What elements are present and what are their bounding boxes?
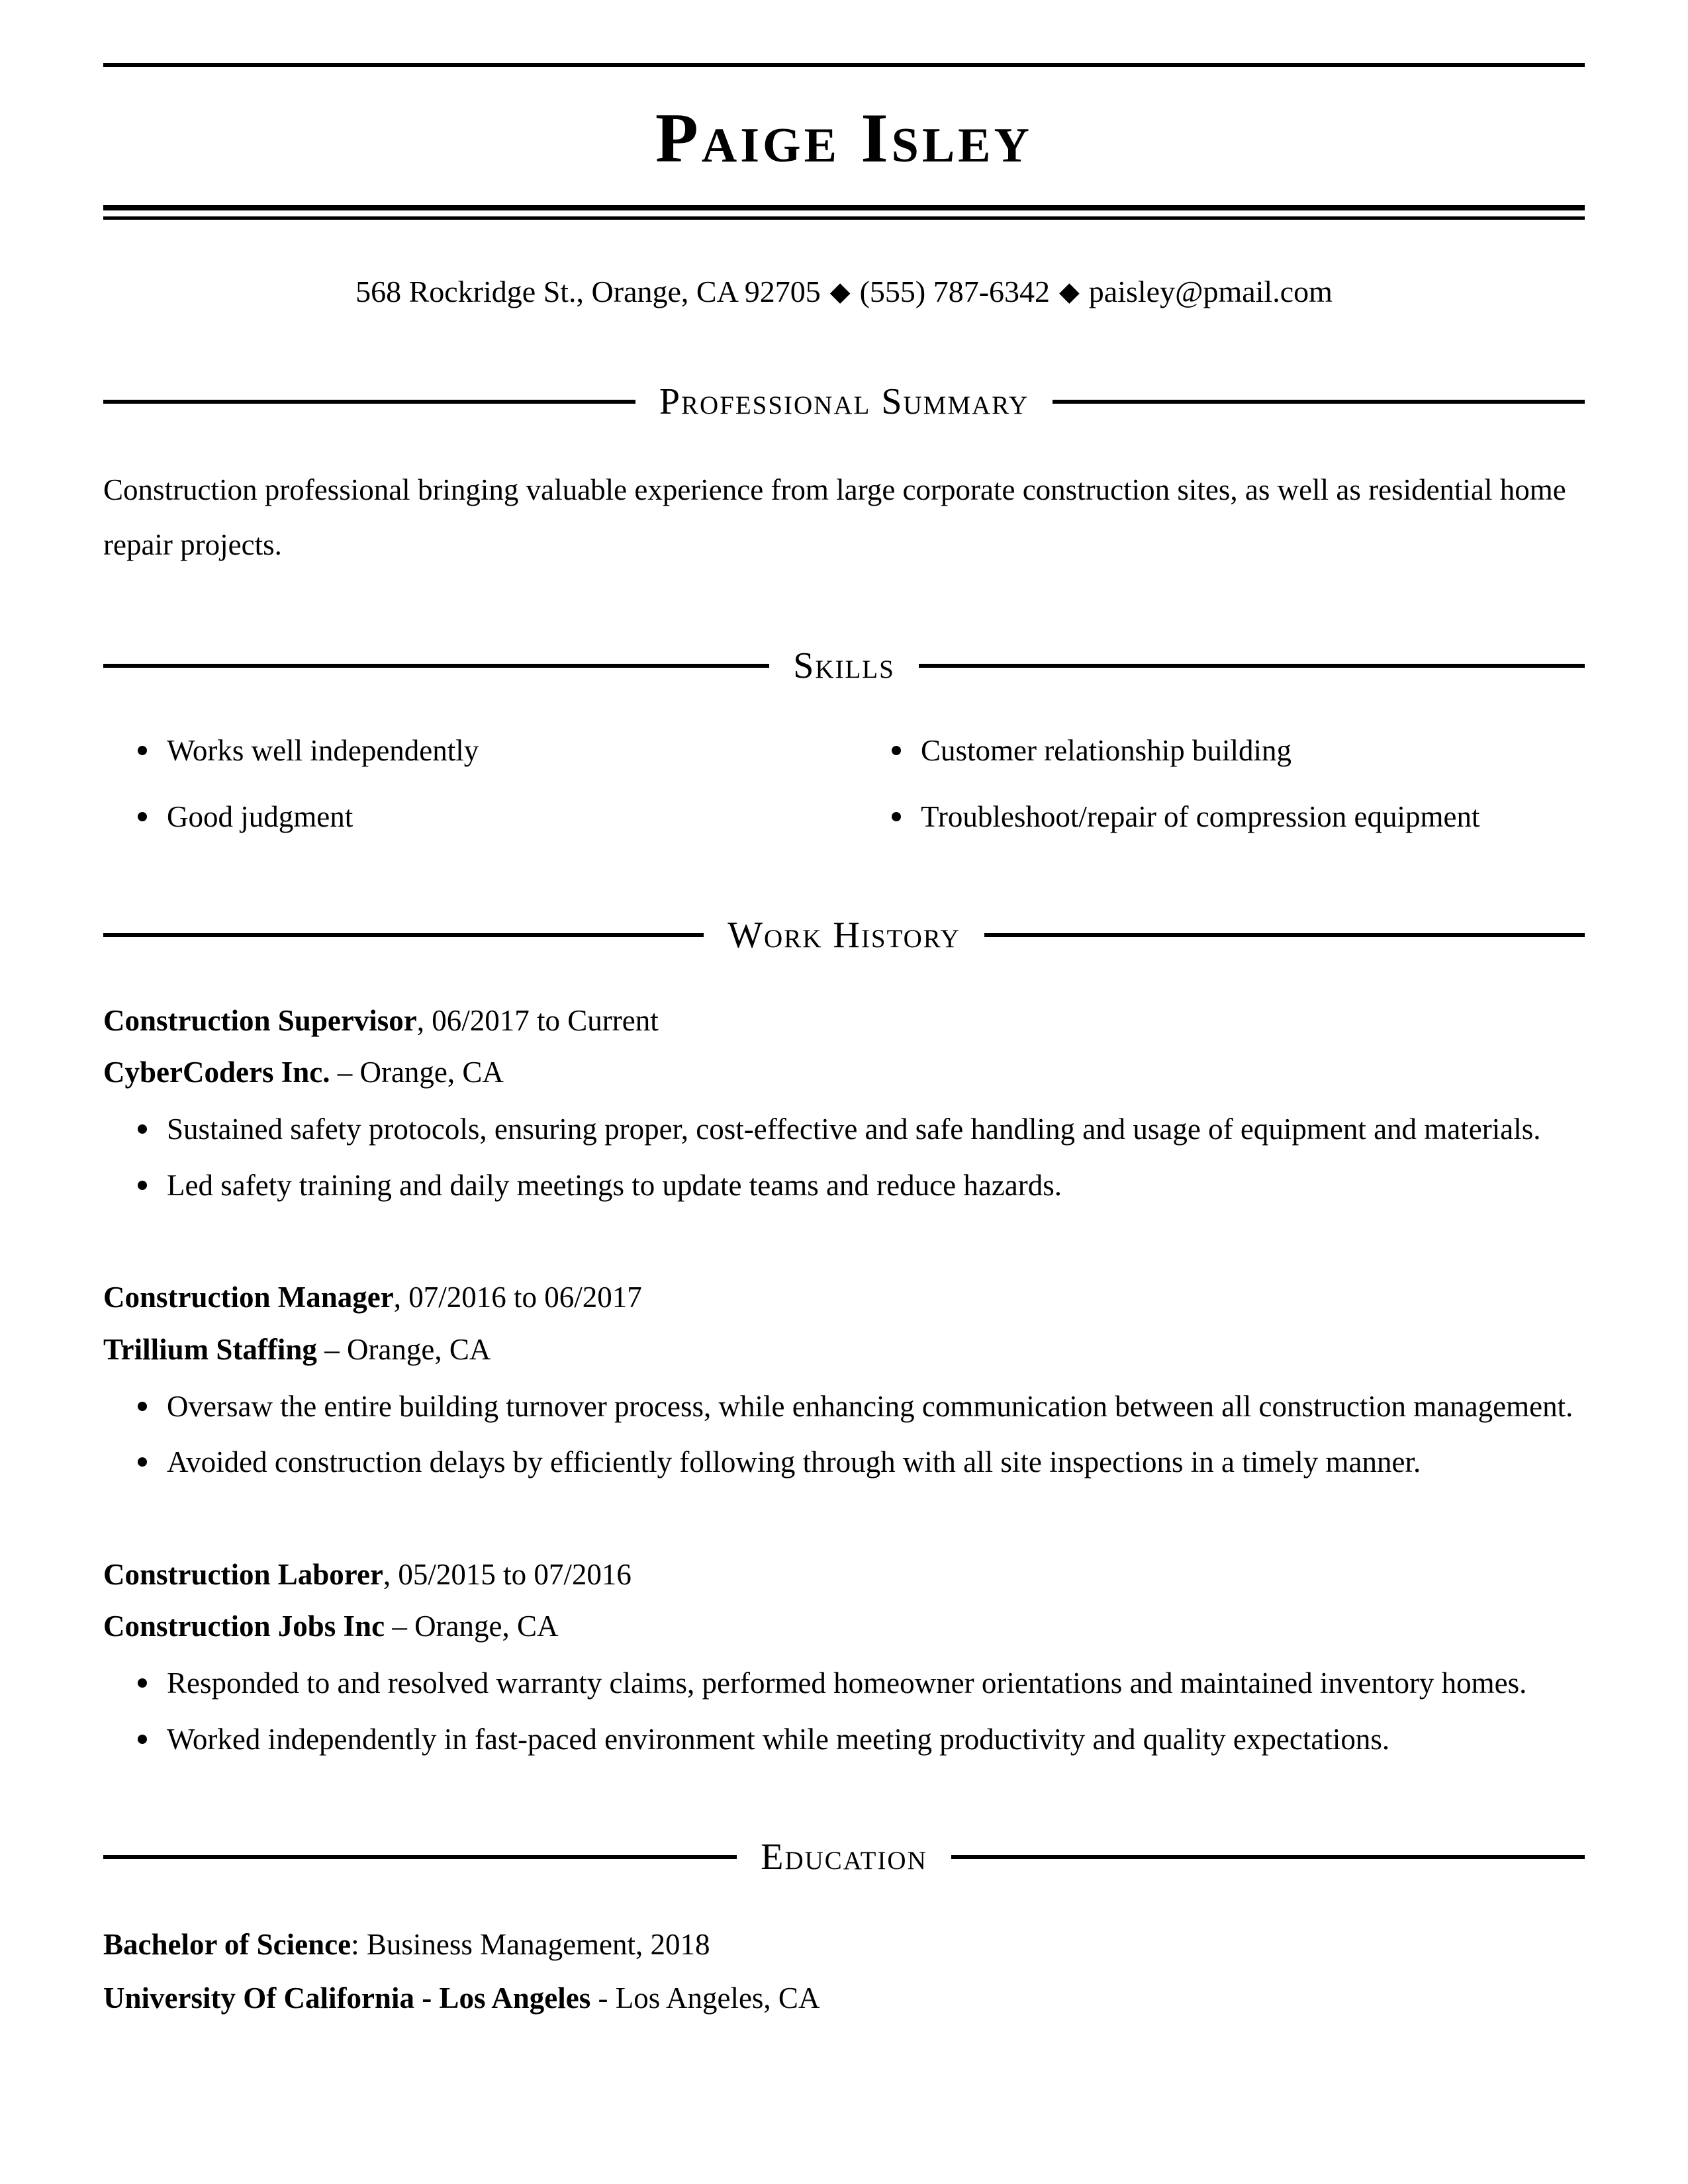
section-title-skills: Skills <box>793 645 895 686</box>
skill-item: Good judgment <box>103 792 831 842</box>
job-title-line <box>103 1271 1585 1324</box>
education-degree-detail: : Business Management, 2018 <box>351 1928 710 1961</box>
job-title: Construction Manager <box>103 1281 394 1314</box>
diamond-separator-icon: ◆ <box>1059 277 1080 306</box>
section-header-skills <box>103 645 1585 687</box>
job-entry <box>103 1549 1585 1765</box>
work-history-section <box>103 914 1585 1765</box>
top-rule <box>103 63 1585 67</box>
job-dates: , 07/2016 to 06/2017 <box>393 1281 642 1314</box>
diamond-separator-icon: ◆ <box>829 277 851 306</box>
section-title-work: Work History <box>727 914 961 956</box>
job-bullet: Responded to and resolved warranty claims, performed homeowner orientations and maintained inventory homes. <box>103 1658 1585 1709</box>
contact-email: paisley@pmail.com <box>1088 275 1333 308</box>
contact-phone: (555) 787-6342 <box>859 275 1051 308</box>
job-bullet: Oversaw the entire building turnover process, while enhancing communication between all construction management. <box>103 1381 1585 1432</box>
education-school: University Of California - Los Angeles <box>103 1981 591 2015</box>
job-company: Construction Jobs Inc <box>103 1610 385 1643</box>
job-title: Construction Laborer <box>103 1557 383 1591</box>
job-title-line <box>103 995 1585 1047</box>
job-entry <box>103 995 1585 1211</box>
job-bullet: Led safety training and daily meetings to update teams and reduce hazards. <box>103 1160 1585 1211</box>
education-degree: Bachelor of Science <box>103 1928 352 1961</box>
skill-item: Works well independently <box>103 725 831 776</box>
job-title-line <box>103 1549 1585 1601</box>
job-company: CyberCoders Inc. <box>103 1056 330 1089</box>
section-title-education: Education <box>761 1837 927 1878</box>
job-bullets <box>103 1658 1585 1764</box>
job-dates: , 06/2017 to Current <box>416 1003 659 1037</box>
double-rule <box>103 205 1585 220</box>
education-school-line <box>103 1972 1585 2025</box>
section-header-work <box>103 914 1585 956</box>
education-degree-line <box>103 1918 1585 1972</box>
job-bullets <box>103 1104 1585 1210</box>
education-entry <box>103 1918 1585 2025</box>
job-bullets <box>103 1381 1585 1488</box>
job-location: – Orange, CA <box>316 1332 491 1366</box>
job-bullet: Sustained safety protocols, ensuring proper, cost-effective and safe handling and usage of equipment and materials. <box>103 1104 1585 1155</box>
skill-item: Troubleshoot/repair of compression equipment <box>857 792 1585 842</box>
contact-address: 568 Rockridge St., Orange, CA 92705 <box>355 275 821 308</box>
job-entry <box>103 1271 1585 1488</box>
candidate-name: Paige Isley <box>655 99 1033 177</box>
job-company: Trillium Staffing <box>103 1332 317 1366</box>
summary-text: Construction professional bringing valuable experience from large corporate construction sites, as well as residential home repair projects. <box>103 473 1566 562</box>
section-header-summary <box>103 381 1585 423</box>
job-title: Construction Supervisor <box>103 1003 417 1037</box>
skill-item: Customer relationship building <box>857 725 1585 776</box>
job-company-line <box>103 1324 1585 1376</box>
job-location: – Orange, CA <box>385 1610 559 1643</box>
job-bullet: Avoided construction delays by efficiently following through with all site inspections in a timely manner. <box>103 1437 1585 1488</box>
section-header-education <box>103 1836 1585 1878</box>
job-company-line <box>103 1046 1585 1099</box>
job-company-line <box>103 1600 1585 1653</box>
job-location: – Orange, CA <box>330 1056 504 1089</box>
job-dates: , 05/2015 to 07/2016 <box>383 1557 632 1591</box>
contact-line <box>103 274 1585 309</box>
skills-list <box>103 725 1585 842</box>
education-school-detail: - Los Angeles, CA <box>590 1981 820 2015</box>
job-bullet: Worked independently in fast-paced environment while meeting productivity and quality expectations. <box>103 1714 1585 1765</box>
section-title-summary: Professional Summary <box>659 381 1029 422</box>
